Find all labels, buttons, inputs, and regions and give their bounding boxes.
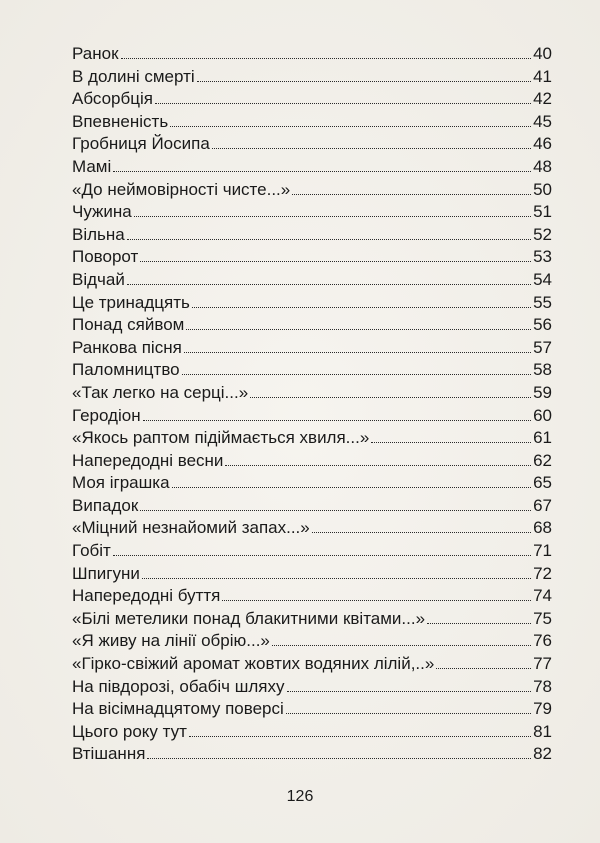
toc-entry-page-number: 42: [533, 89, 552, 109]
toc-entry: [72, 630, 552, 653]
toc-entry: [72, 743, 552, 766]
toc-entry-page-number: 40: [533, 44, 552, 63]
toc-entry: [72, 224, 552, 247]
dot-leader: [371, 442, 531, 443]
toc-entry-page-number: 79: [533, 699, 552, 719]
dot-leader: [182, 374, 531, 375]
toc-entry-title: Напередодні буття: [72, 586, 221, 606]
toc-entry-title: Поворот: [72, 247, 139, 267]
toc-entry: [72, 698, 552, 721]
toc-entry: [72, 676, 552, 699]
toc-entry: [72, 721, 552, 744]
toc-entry: [72, 269, 552, 292]
toc-entry-title: Чужина: [72, 202, 132, 222]
toc-entry: [72, 472, 552, 495]
dot-leader: [155, 103, 531, 104]
toc-entry: [72, 427, 552, 450]
dot-leader: [197, 81, 531, 82]
dot-leader: [189, 736, 531, 737]
toc-entry-page-number: 46: [533, 134, 552, 154]
dot-leader: [172, 487, 532, 488]
toc-entry-page-number: 41: [533, 66, 552, 86]
toc-entry-page-number: 60: [533, 405, 552, 425]
dot-leader: [186, 329, 531, 330]
dot-leader: [147, 758, 531, 759]
toc-entry-page-number: 54: [533, 269, 552, 289]
toc-entry-title: Гробниця Йосипа: [72, 134, 210, 154]
toc-entry-page-number: 57: [533, 337, 552, 357]
dot-leader: [212, 148, 531, 149]
toc-entry-title: «До неймовірності чисте...»: [72, 179, 291, 199]
toc-entry-page-number: 81: [533, 721, 552, 741]
dot-leader: [225, 465, 531, 466]
toc-entry-page-number: 67: [533, 495, 552, 515]
toc-entry: [72, 201, 552, 224]
toc-entry-title: «Так легко на серці...»: [72, 382, 249, 402]
toc-entry-title: Впевненість: [72, 111, 169, 131]
table-of-contents: [72, 43, 552, 766]
toc-entry-title: Цього року тут: [72, 721, 187, 741]
toc-entry-page-number: 65: [533, 473, 552, 493]
dot-leader: [113, 555, 531, 556]
toc-entry: [72, 517, 552, 540]
dot-leader: [134, 216, 531, 217]
toc-entry-title: Це тринадцять: [72, 292, 190, 312]
dot-leader: [140, 510, 531, 511]
toc-entry-title: Гобіт: [72, 541, 111, 561]
toc-entry: [72, 133, 552, 156]
toc-entry-page-number: 45: [533, 111, 552, 131]
dot-leader: [250, 397, 531, 398]
toc-entry-title: На вісімнадцятому поверсі: [72, 699, 284, 719]
toc-entry-page-number: 56: [533, 315, 552, 335]
toc-entry: [72, 337, 552, 360]
dot-leader: [184, 352, 531, 353]
toc-entry-title: «Якось раптом підіймається хвиля...»: [72, 428, 370, 448]
dot-leader: [272, 645, 531, 646]
toc-entry: [72, 608, 552, 631]
toc-entry: [72, 540, 552, 563]
toc-entry-page-number: 71: [533, 541, 552, 561]
toc-entry: [72, 179, 552, 202]
toc-entry-title: «Білі метелики понад блакитними квітами...»: [72, 608, 426, 628]
toc-entry: [72, 495, 552, 518]
dot-leader: [286, 713, 531, 714]
toc-entry-title: На півдорозі, обабіч шляху: [72, 676, 285, 696]
dot-leader: [113, 171, 531, 172]
toc-entry-page-number: 62: [533, 450, 552, 470]
toc-entry-page-number: 72: [533, 563, 552, 583]
dot-leader: [127, 239, 531, 240]
toc-entry-title: Напередодні весни: [72, 450, 224, 470]
dot-leader: [192, 307, 531, 308]
toc-entry: [72, 563, 552, 586]
toc-entry-title: «Гірко-свіжий аромат жовтих водяних лілій,..»: [72, 654, 435, 674]
toc-entry-title: Мамі: [72, 156, 112, 176]
page-number: 126: [286, 788, 314, 805]
toc-entry: [72, 359, 552, 382]
toc-entry: [72, 653, 552, 676]
toc-entry: [72, 450, 552, 473]
toc-entry: [72, 292, 552, 315]
toc-entry-title: Ранок: [72, 44, 119, 63]
toc-entry-page-number: 50: [533, 179, 552, 199]
toc-entry: [72, 405, 552, 428]
dot-leader: [312, 532, 531, 533]
toc-entry-page-number: 51: [533, 202, 552, 222]
dot-leader: [121, 58, 532, 59]
toc-entry: [72, 246, 552, 269]
toc-entry-title: Випадок: [72, 495, 139, 515]
toc-entry-page-number: 68: [533, 518, 552, 538]
toc-entry-title: Відчай: [72, 269, 125, 289]
dot-leader: [143, 420, 531, 421]
toc-entry-title: Ранкова пісня: [72, 337, 182, 357]
toc-entry-title: Геродіон: [72, 405, 141, 425]
toc-entry-page-number: 82: [533, 744, 552, 764]
toc-entry: [72, 382, 552, 405]
toc-entry-page-number: 58: [533, 360, 552, 380]
toc-entry-title: Абсорбція: [72, 89, 153, 109]
dot-leader: [427, 623, 531, 624]
toc-entry-page-number: 52: [533, 224, 552, 244]
toc-entry-title: Паломництво: [72, 360, 180, 380]
toc-entry-page-number: 78: [533, 676, 552, 696]
toc-entry-title: Понад сяйвом: [72, 315, 185, 335]
dot-leader: [140, 261, 531, 262]
toc-entry-page-number: 53: [533, 247, 552, 267]
dot-leader: [170, 126, 531, 127]
toc-entry-title: «Міцний незнайомий запах...»: [72, 518, 310, 538]
toc-entry-page-number: 76: [533, 631, 552, 651]
toc-entry-title: Моя іграшка: [72, 473, 170, 493]
toc-entry-title: Вільна: [72, 224, 125, 244]
toc-entry-title: В долині смерті: [72, 66, 195, 86]
toc-entry-page-number: 61: [533, 428, 552, 448]
dot-leader: [222, 600, 531, 601]
toc-entry-page-number: 55: [533, 292, 552, 312]
dot-leader: [292, 194, 531, 195]
toc-entry: [72, 314, 552, 337]
dot-leader: [436, 668, 531, 669]
toc-entry: [72, 66, 552, 89]
toc-entry-page-number: 75: [533, 608, 552, 628]
toc-entry: [72, 88, 552, 111]
toc-entry-page-number: 59: [533, 382, 552, 402]
toc-entry-page-number: 74: [533, 586, 552, 606]
toc-entry-title: Втішання: [72, 744, 146, 764]
toc-entry: [72, 156, 552, 179]
toc-entry: [72, 43, 552, 66]
toc-entry-page-number: 77: [533, 654, 552, 674]
toc-entry-title: «Я живу на лінії обрію...»: [72, 631, 270, 651]
toc-entry: [72, 111, 552, 134]
dot-leader: [127, 284, 531, 285]
toc-entry-title: Шпигуни: [72, 563, 140, 583]
toc-entry: [72, 585, 552, 608]
toc-entry-page-number: 48: [533, 156, 552, 176]
dot-leader: [287, 691, 532, 692]
dot-leader: [142, 578, 531, 579]
